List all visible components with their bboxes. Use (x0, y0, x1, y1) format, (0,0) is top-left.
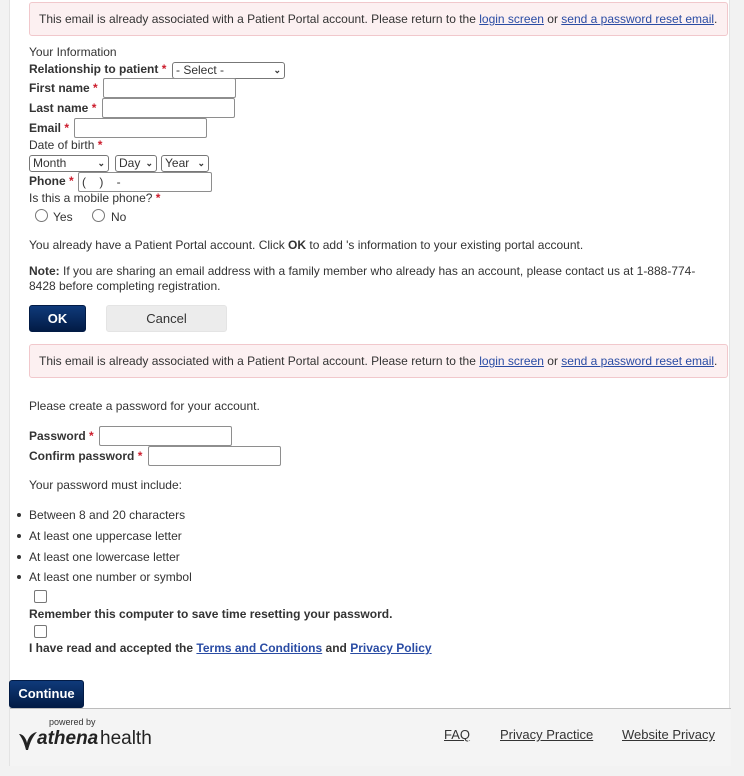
terms-text-before: I have read and accepted the (29, 641, 197, 655)
relationship-select[interactable] (172, 62, 285, 79)
password-label (29, 429, 94, 443)
note-label: Note: (29, 264, 60, 278)
existing-account-message (29, 238, 583, 252)
brand-athena: athena (37, 728, 99, 749)
email-input[interactable] (74, 118, 207, 138)
existing-account-text-before: You already have a Patient Portal account. Click (29, 238, 289, 252)
required-mark: * (93, 81, 98, 95)
note-text-continued: 8428 before completing registration. (29, 279, 221, 293)
registration-page (9, 0, 730, 766)
terms-text-and: and (322, 641, 351, 655)
website-privacy-link[interactable]: Website Privacy (622, 727, 715, 742)
password-label-text: Password (29, 429, 86, 443)
mobile-yes-label: Yes (53, 210, 73, 224)
bullet (17, 513, 21, 517)
terms-accept-checkbox[interactable] (34, 625, 47, 638)
password-input[interactable] (99, 426, 232, 446)
mobile-no-radio[interactable] (92, 209, 105, 222)
rule-length: Between 8 and 20 characters (29, 508, 186, 522)
remember-computer-checkbox[interactable] (34, 590, 47, 603)
last-name-label (29, 101, 96, 115)
dob-year-value: Year (165, 156, 190, 170)
chevron-down-icon: ⌄ (97, 158, 105, 168)
first-name-label-text: First name (29, 81, 90, 95)
remember-computer-label: Remember this computer to save time resetting your password. (29, 607, 393, 621)
footer (10, 708, 731, 766)
existing-account-text-after: to add 's information to your existing portal account. (306, 238, 584, 252)
confirm-password-input[interactable] (148, 446, 281, 466)
terms-accept-label (29, 641, 432, 655)
alert-text-before: This email is already associated with a Patient Portal account. Please return to the (39, 354, 480, 368)
alert-text-middle: or (543, 12, 562, 26)
alert-text-before: This email is already associated with a Patient Portal account. Please return to the (39, 12, 480, 26)
athenahealth-logo (17, 728, 167, 754)
alert-text-after: . (714, 12, 718, 26)
relationship-label-text: Relationship to patient (29, 62, 159, 76)
required-mark: * (64, 121, 70, 135)
required-mark: * (161, 62, 167, 76)
first-name-label (29, 81, 98, 95)
required-mark: * (97, 138, 103, 152)
last-name-input[interactable] (102, 98, 235, 118)
required-mark: * (155, 191, 161, 205)
ok-word: OK (288, 238, 307, 252)
alert-text-after: . (714, 354, 718, 368)
password-reset-link[interactable]: send a password reset email (561, 354, 715, 368)
rule-uppercase: At least one uppercase letter (29, 529, 182, 543)
email-exists-alert (29, 2, 728, 36)
password-must-include: Your password must include: (29, 478, 182, 492)
login-screen-link[interactable]: login screen (479, 354, 544, 368)
dob-month-select[interactable] (29, 155, 109, 172)
chevron-down-icon: ⌄ (197, 158, 205, 168)
continue-button[interactable]: Continue (9, 680, 84, 708)
bullet (17, 555, 21, 559)
email-label (29, 121, 69, 135)
phone-input[interactable]: ( ) - (78, 172, 212, 192)
email-exists-alert-second (29, 344, 728, 378)
rule-lowercase: At least one lowercase letter (29, 550, 180, 564)
confirm-password-label (29, 449, 142, 463)
brand-health: health (100, 728, 152, 749)
dob-day-value: Day (119, 156, 141, 170)
login-screen-link[interactable]: login screen (479, 12, 544, 26)
relationship-label (29, 62, 166, 76)
powered-by-text: powered by (49, 717, 96, 727)
bullet (17, 534, 21, 538)
phone-label-text: Phone (29, 174, 66, 188)
cancel-button[interactable]: Cancel (106, 305, 227, 332)
dob-year-select[interactable] (161, 155, 209, 172)
terms-and-conditions-link[interactable]: Terms and Conditions (196, 641, 323, 655)
password-intro: Please create a password for your account. (29, 399, 260, 413)
faq-link[interactable]: FAQ (444, 727, 471, 742)
ok-button[interactable]: OK (29, 305, 86, 332)
dob-label-text: Date of birth (29, 138, 95, 152)
required-mark: * (69, 174, 74, 188)
mobile-no-label: No (111, 210, 127, 224)
athena-leaf-icon (17, 730, 39, 752)
note-text: If you are sharing an email address with a family member who already has an account, please contact us at 1-888-774- (59, 264, 696, 278)
mobile-question-text: Is this a mobile phone? (29, 191, 153, 205)
section-title: Your Information (29, 45, 117, 59)
email-label-text: Email (29, 121, 62, 135)
relationship-select-value: - Select - (176, 63, 225, 77)
last-name-label-text: Last name (29, 101, 89, 115)
mobile-question (29, 191, 160, 205)
dob-day-select[interactable] (115, 155, 157, 172)
privacy-practice-link[interactable]: Privacy Practice (500, 727, 594, 742)
required-mark: * (89, 429, 94, 443)
chevron-down-icon: ⌄ (273, 65, 281, 75)
note-message (29, 264, 719, 294)
mobile-yes-radio[interactable] (35, 209, 48, 222)
password-reset-link[interactable]: send a password reset email (561, 12, 715, 26)
confirm-password-label-text: Confirm password (29, 449, 135, 463)
phone-label (29, 174, 74, 188)
chevron-down-icon: ⌄ (145, 158, 153, 168)
privacy-policy-link[interactable]: Privacy Policy (350, 641, 432, 655)
first-name-input[interactable] (103, 78, 236, 98)
dob-month-value: Month (33, 156, 67, 170)
alert-text-middle: or (543, 354, 562, 368)
dob-label (29, 138, 102, 152)
required-mark: * (137, 449, 143, 463)
required-mark: * (91, 101, 97, 115)
rule-number-symbol: At least one number or symbol (29, 570, 192, 584)
bullet (17, 575, 21, 579)
